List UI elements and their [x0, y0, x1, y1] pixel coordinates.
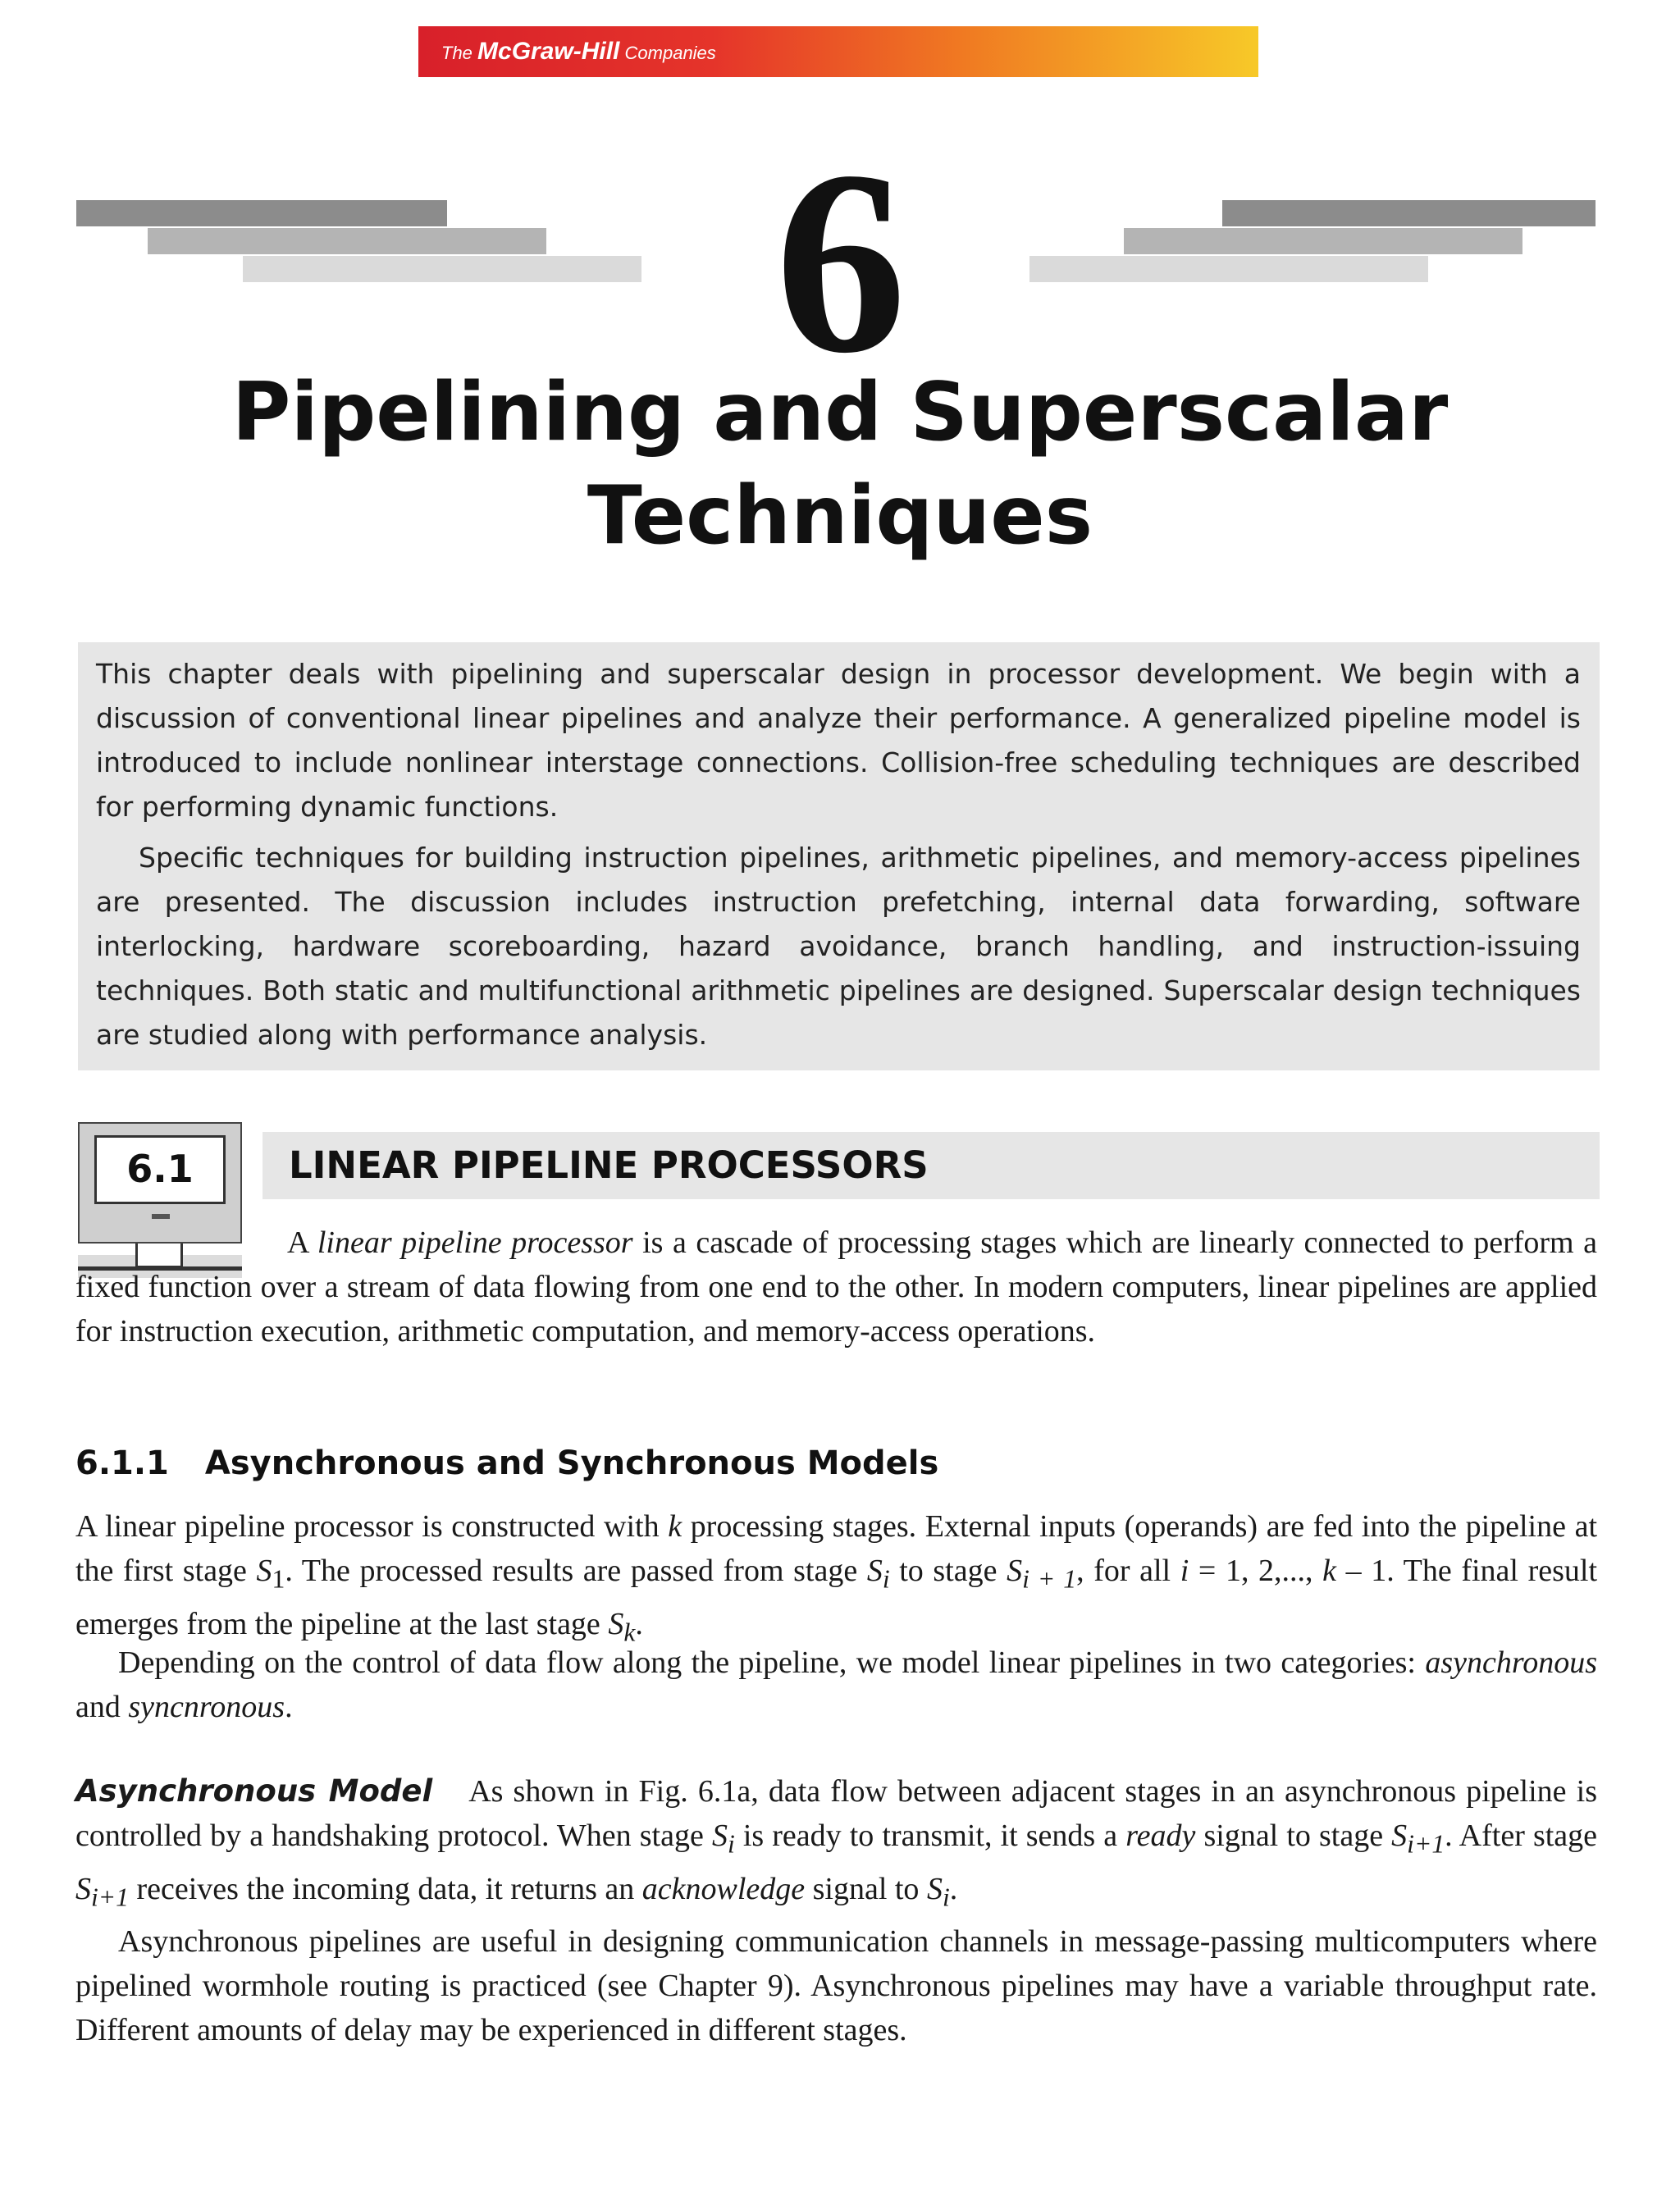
async-model-label: Asynchronous Model [75, 1773, 433, 1809]
subsection-heading [75, 1441, 938, 1485]
intro-text-b: is a cascade of processing stages which are linearly connected to perform a fixed function over a stream of data flowing from one end to the other. In modern computers, linear pipelines are applied for instruction execution, arithmetic computation, and memory-access operations. [75, 1225, 1597, 1348]
async-model-paragraph-2 [75, 1919, 1597, 2052]
async-text-f: signal to [805, 1871, 927, 1906]
async-text-d: . After stage [1445, 1819, 1598, 1853]
p2-text-a: Depending on the control of data flow along the pipeline, we model linear pipelines in two categories: [118, 1645, 1426, 1680]
section-title: LINEAR PIPELINE PROCESSORS [289, 1143, 929, 1187]
var-si1-b: $S_{i+1}$ [75, 1871, 129, 1912]
var-k: k [668, 1509, 682, 1544]
term-asynchronous: asynchronous [1425, 1645, 1597, 1680]
var-si: $S_i$ [866, 1554, 890, 1594]
left-bar-dark [76, 200, 447, 226]
subsection-paragraph-2 [75, 1641, 1597, 1729]
var-k-2: k [1322, 1554, 1337, 1588]
p1-text-f: = 1, 2,..., [1189, 1554, 1323, 1588]
async-text-b: is ready to transmit, it sends a [734, 1819, 1126, 1853]
term-acknowledge: acknowledge [641, 1871, 806, 1906]
subsection-title: Asynchronous and Synchronous Models [204, 1444, 939, 1482]
right-bar-dark [1222, 200, 1596, 226]
chapter-title-line1: Pipelining and Superscalar [231, 366, 1449, 459]
var-i: i [1180, 1554, 1189, 1588]
publisher-prefix: The [441, 43, 478, 63]
left-bar-mid [148, 228, 546, 254]
var-sk: $S_k$ [608, 1606, 636, 1647]
abstract-paragraph-2-text: Specific techniques for building instruction pipelines, arithmetic pipelines, and memory-access pipelines are presented. The discussion includes instruction prefetching, internal data forwarding, software interlocking, hardware scoreboarding, hazard avoidance, branch handling, and instruction-issuing techniques. Both static and multifunctional arithmetic pipelines are designed. Superscalar design techniques are studied along with performance analysis. [96, 842, 1581, 1051]
right-bar-light [1029, 256, 1428, 282]
var-s1: S [256, 1554, 272, 1588]
right-bar-mid [1124, 228, 1522, 254]
term-ready: ready [1125, 1819, 1196, 1853]
term-synchronous: syncnronous [128, 1690, 285, 1724]
p1-text-g: – 1. The final result emerges from the pipeline at the last stage [75, 1554, 1598, 1641]
p1-text-e: , for all [1076, 1554, 1180, 1588]
p1-text-b: processing stages. External inputs (operands) are fed into the pipeline at the first stage [75, 1509, 1597, 1588]
chapter-title [0, 361, 1680, 568]
async-text-g: . [949, 1871, 958, 1906]
p1-text-a: A linear pipeline processor is constructed with [75, 1509, 669, 1544]
var-si1-a: $S_{i+1}$ [1391, 1819, 1445, 1859]
abstract-paragraph-2 [96, 836, 1581, 1057]
chapter-title-line2: Techniques [587, 469, 1093, 563]
p1-text-c: . The processed results are passed from stage [285, 1554, 867, 1588]
abstract-paragraph-1: This chapter deals with pipelining and superscalar design in processor development. We begin with a discussion of conventional linear pipelines and analyze their performance. A generalized pipeline model is introduced to include nonlinear interstage connections. Collision-free scheduling techniques are described for performing dynamic functions. [96, 658, 1581, 823]
async-p2-text: Asynchronous pipelines are useful in designing communication channels in message-passing multicomputers where pipelined wormhole routing is practiced (see Chapter 9). Asynchronous pipelines may have a variable throughput rate. Different amounts of delay may be experienced in different stages. [75, 1924, 1597, 2047]
var-si1: $S_{i + 1}$ [1007, 1554, 1077, 1594]
section-number: 6.1 [94, 1135, 226, 1204]
p2-text-and: and [75, 1690, 129, 1724]
p1-text-d: to stage [889, 1554, 1007, 1588]
left-bar-light [243, 256, 641, 282]
async-text-a: As shown in Fig. 6.1a, data flow between adjacent stages in an asynchronous pipeline is controlled by a handshaking protocol. When stage [75, 1774, 1597, 1853]
chapter-abstract [78, 642, 1600, 1070]
subsection-number: 6.1.1 [75, 1444, 169, 1482]
subsection-paragraph-1 [75, 1504, 1597, 1654]
async-text-e: receives the incoming data, it returns an [129, 1871, 642, 1906]
p2-text-end: . [285, 1690, 293, 1724]
intro-term: linear pipeline processor [317, 1225, 633, 1260]
chapter-number: 6 [775, 117, 906, 408]
async-model-paragraph-1 [75, 1769, 1597, 1919]
async-text-c: signal to stage [1195, 1819, 1392, 1853]
p1-text-h: . [635, 1606, 643, 1641]
publisher-suffix: Companies [619, 43, 716, 63]
section-intro [75, 1221, 1597, 1353]
var-si-a: $S_i$ [711, 1819, 735, 1859]
publisher-banner [418, 26, 1258, 77]
intro-text-a: A [287, 1225, 317, 1260]
publisher-name: McGraw-Hill [477, 38, 620, 65]
publisher-logo [441, 38, 716, 66]
monitor-led [152, 1214, 170, 1219]
var-si-b: $S_i$ [926, 1871, 950, 1912]
sub-1: 1 [272, 1564, 285, 1594]
